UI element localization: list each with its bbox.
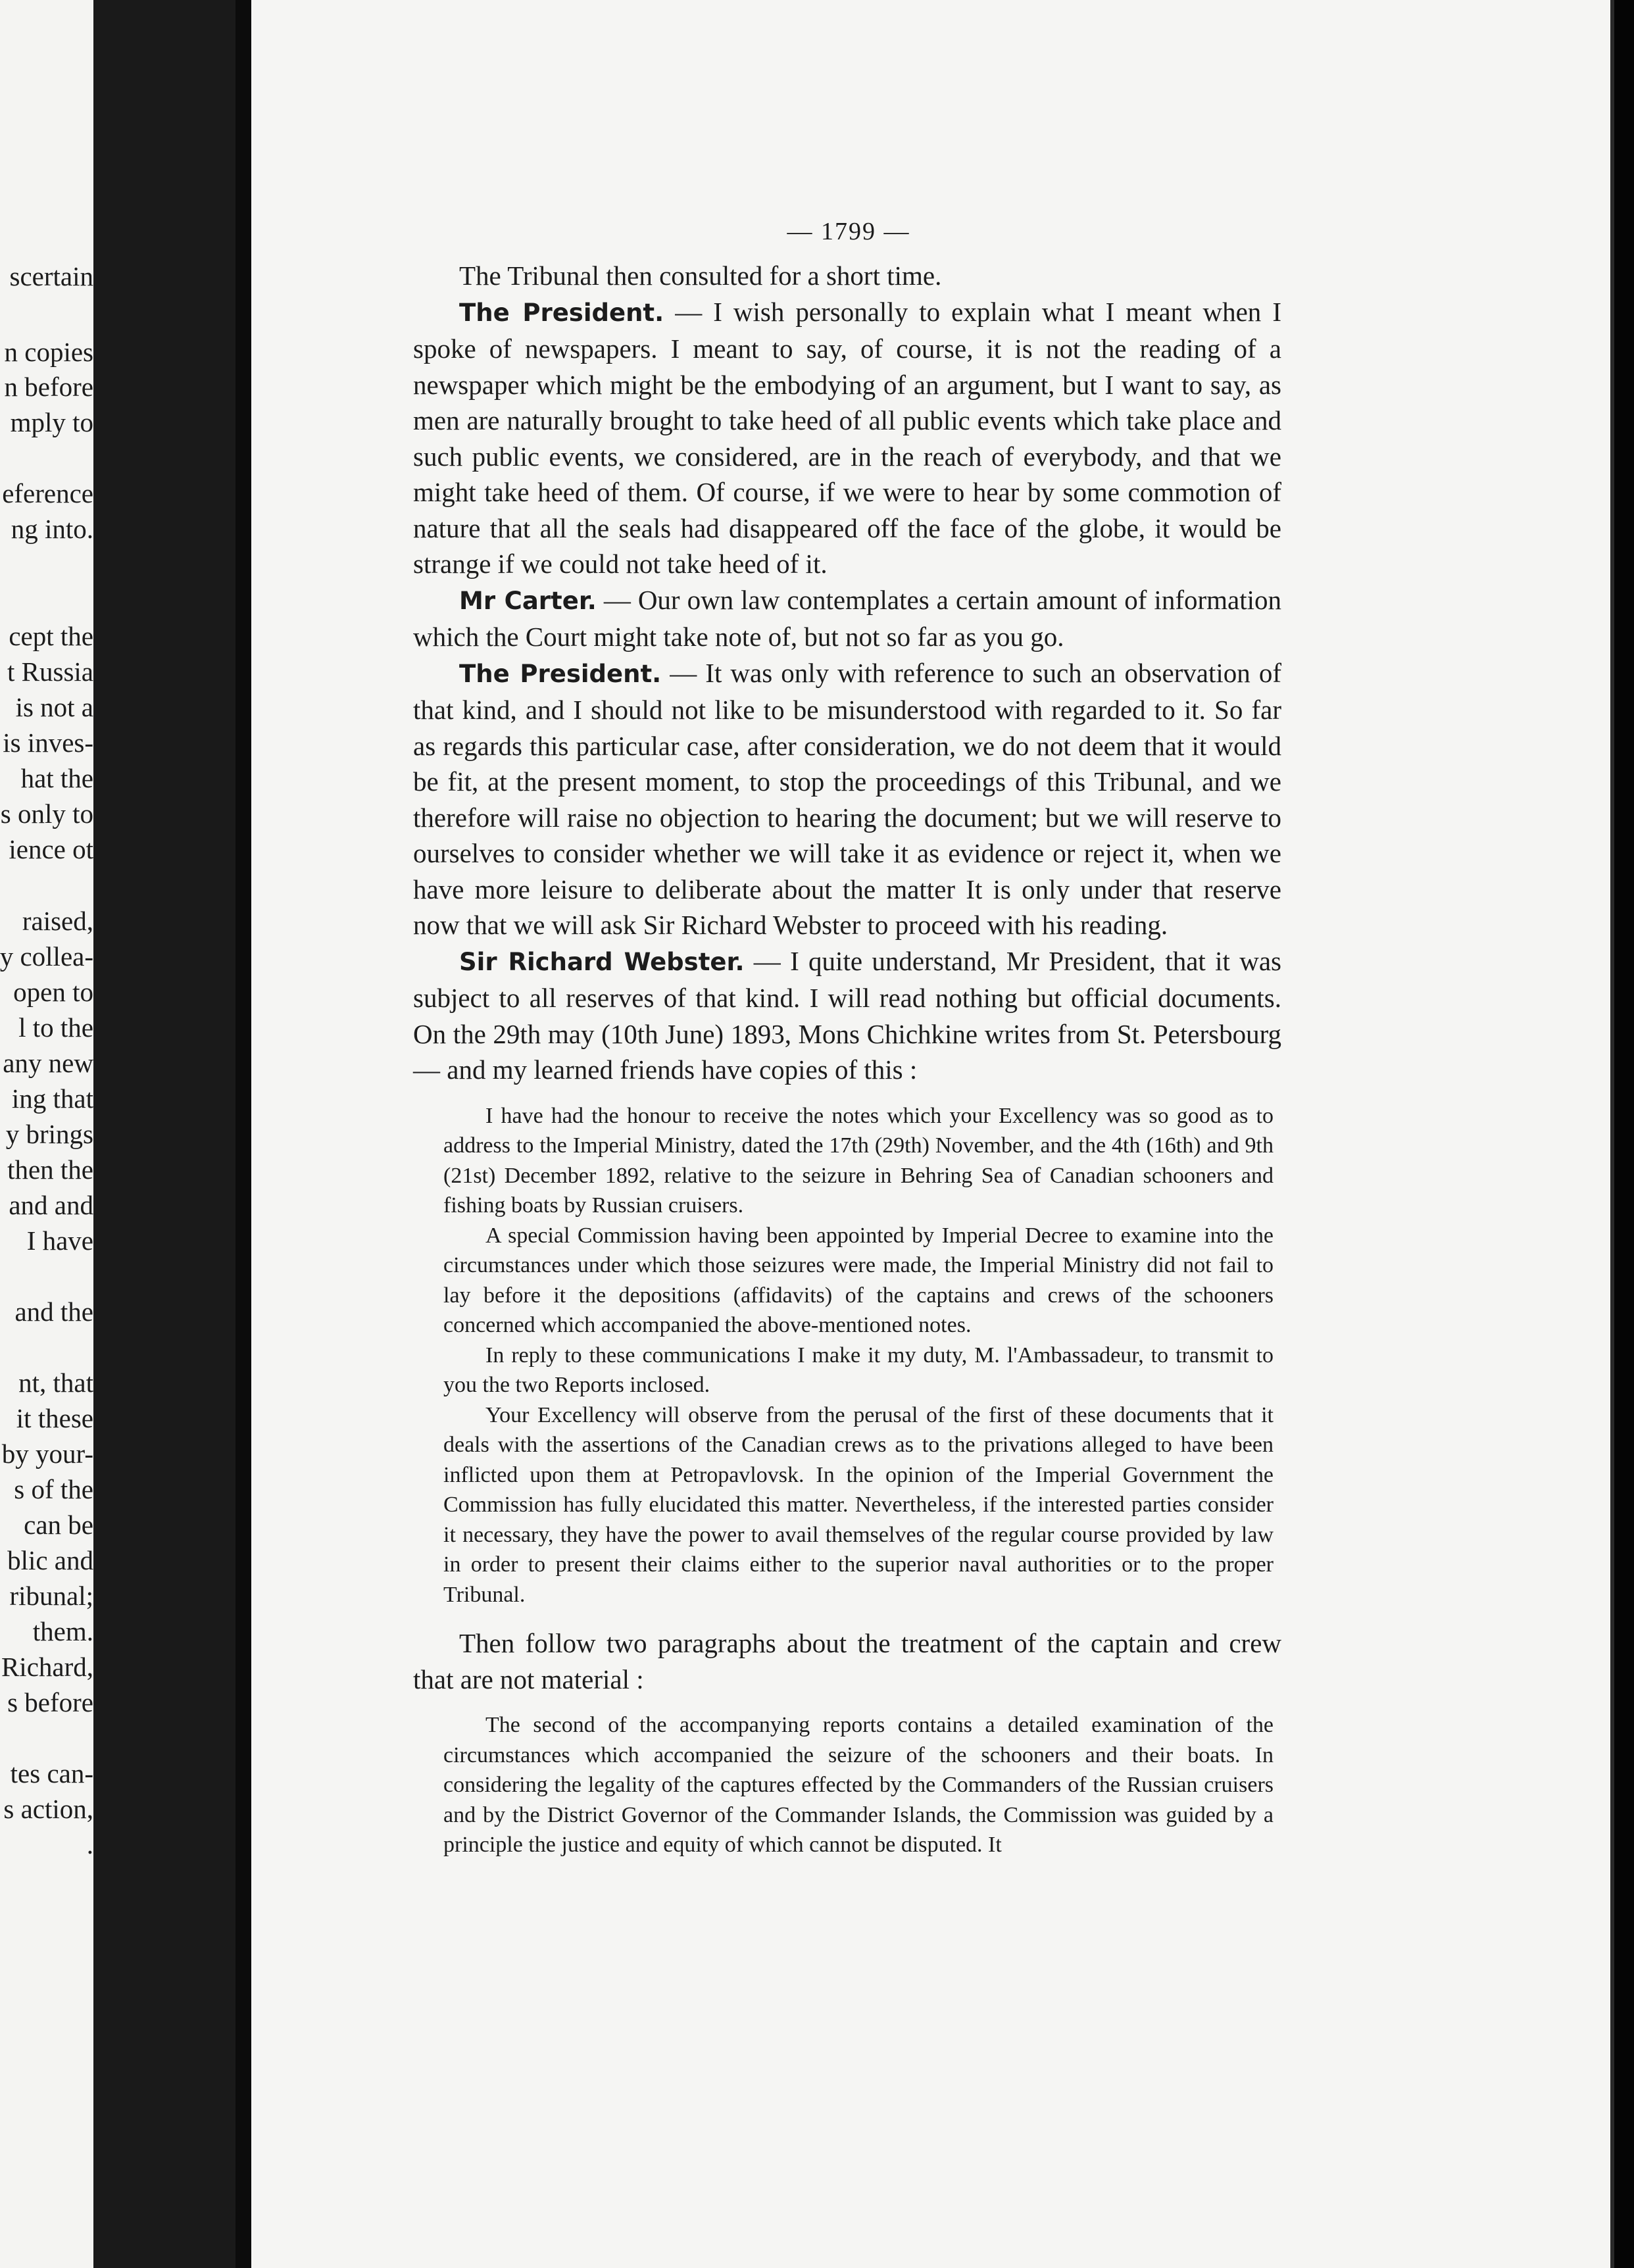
paragraph-text: — I wish personally to explain what I meant when I spoke of newspapers. I meant to say, of course, it is not the reading of a newspaper which might be the embodying of an argument, but I want to say, as men are naturally brought to take heed of all public events which take place and such public events, we considered, are in the reach of everybody, and that we might take heed of them. Of course, if we were to hear by some commotion of nature that all the seals had disappeared off the face of the globe, it would be strange if we could not take heed of it. [413,296,1281,579]
speaker-name: The President. [459,659,662,688]
left-page-fragment: any new [3,1048,93,1078]
page-number: — 1799 — [787,218,910,245]
paragraph-president-2 [413,655,1281,943]
paragraph-carter [413,582,1281,655]
speaker-name: Mr Carter. [459,586,597,615]
left-page-fragment: ribunal; [9,1581,93,1611]
left-page-fragment: n before [4,372,93,402]
left-page-fragment: ience ot [9,834,93,864]
left-page-fragment: then the [7,1154,93,1185]
left-page-fragment: cept the [9,621,93,651]
speaker-name: The President. [459,298,664,327]
paragraph-text: — Our own law contemplates a certain amount of information which the Court might take note of, but not so far as you go. [413,584,1281,652]
left-page-fragment: I have [26,1225,93,1256]
quote-paragraph: I have had the honour to receive the notes which your Excellency was so good as to address to the Imperial Ministry, dated the 17th (29th) November, and the 4th (16th) and 9th (21st) December 1892, relative to the seizure in Behring Sea of Canadian schooners and fishing boats by Russian cruisers. [443,1103,1274,1218]
left-page-fragment: mply to [10,407,93,437]
paragraph-webster [413,943,1281,1088]
left-page-fragment: n copies [4,337,93,367]
left-page-fragment: s action, [3,1794,93,1824]
paragraph-president-1 [413,294,1281,582]
left-page-fragment: ing that [11,1083,93,1114]
left-page-fragment: . [86,1829,93,1860]
left-page-fragment: ng into. [11,514,93,544]
right-margin-dark [1614,0,1634,2268]
left-page-shadow [93,0,235,2268]
left-page-fragment: by your- [1,1439,93,1469]
left-page-fragment: open to [13,977,93,1007]
paragraph-text: — I quite understand, Mr President, that it was subject to all reserves of that kind. I will read nothing but official documents. On the 29th may (10th June) 1893, Mons Chichkine writes from St. Petersbourg — and my learned friends have copies of this : [413,945,1281,1085]
left-page-fragment: is not a [15,692,93,722]
paragraph-text: — It was only with reference to such an observation of that kind, and I should not like to be misunderstood with regarded to it. So far as regards this particular case, after consideration, we do not deem that it would be fit, at the present moment, to stop the proceedings of this Tribunal, and we therefore will raise no objection to hearing the document; but we will reserve to ourselves to consider whether we will take it as evidence or reject it, when we have more leisure to deliberate about the matter It is only under that reserve now that we will ask Sir Richard Webster to proceed with his reading. [413,657,1281,940]
left-page-fragment: s of the [14,1474,93,1504]
book-gutter [235,0,251,2268]
left-page-fragment: l to the [18,1012,93,1043]
left-page-fragment: s before [7,1687,93,1717]
left-page-fragment: scertain [9,261,93,291]
left-page-fragment: tes can- [10,1758,93,1788]
left-page-fragment: them. [32,1616,93,1646]
paragraph-text: The Tribunal then consulted for a short time. [459,260,942,291]
left-page-fragment: is inves- [3,727,93,758]
left-page-fragment: blic and [7,1545,93,1575]
left-page-fragment: nt, that [18,1368,93,1398]
quote-paragraph: Your Excellency will observe from the perusal of the first of these documents that it deals with the assertions of the Canadian crews as to the privations alleged to have been inflicted upon them at Petropavlovsk. In the opinion of the Imperial Government the Commission has fully elucidated this matter. Nevertheless, if the interested parties consider it necessary, they have the power to avail themselves of the regular course provided by law in order to present their claims either to the superior naval authorities or to the proper Tribunal. [443,1402,1274,1607]
left-page-fragment: t Russia [7,656,93,687]
left-page-fragment: Richard, [1,1652,93,1682]
paragraph-then-follow: Then follow two paragraphs about the treatment of the captain and crew that are not material : [413,1628,1281,1694]
left-page-fragment: can be [24,1510,93,1540]
left-page-fragment: y collea- [0,941,93,972]
left-page-fragment: s only to [0,799,93,829]
left-page-fragment: and the [14,1296,93,1327]
quote-paragraph: The second of the accompanying reports contains a detailed examination of the circumstances which accompanied the seizure of the schooners and their boats. In considering the legality of the captures effected by the Commanders of the Russian cruisers and by the District Governor of the Commander Islands, the Commission was guided by a principle the justice and equity of which cannot be disputed. It [443,1713,1274,1857]
left-page-fragment: hat the [20,763,93,793]
left-page-fragment: raised, [22,906,93,936]
left-page-fragment: and and [9,1190,93,1220]
paragraph-tribunal [413,258,1281,294]
quote-paragraph: In reply to these communications I make it my duty, M. l'Ambassadeur, to transmit to you the two Reports inclosed. [443,1343,1274,1397]
left-page-fragment: eference [2,478,93,508]
speaker-name: Sir Richard Webster. [459,947,745,976]
left-page [0,0,235,2268]
left-page-fragment: it these [16,1403,93,1433]
left-page-fragment: y brings [5,1119,93,1149]
main-text [413,258,1281,1860]
quote-paragraph: A special Commission having been appointed by Imperial Decree to examine into the circumstances under which those seizures were made, the Imperial Ministry did not fail to lay before it the depositions (affidavits) of the captains and crews of the schooners concerned which accompanied the above-mentioned notes. [443,1223,1274,1337]
